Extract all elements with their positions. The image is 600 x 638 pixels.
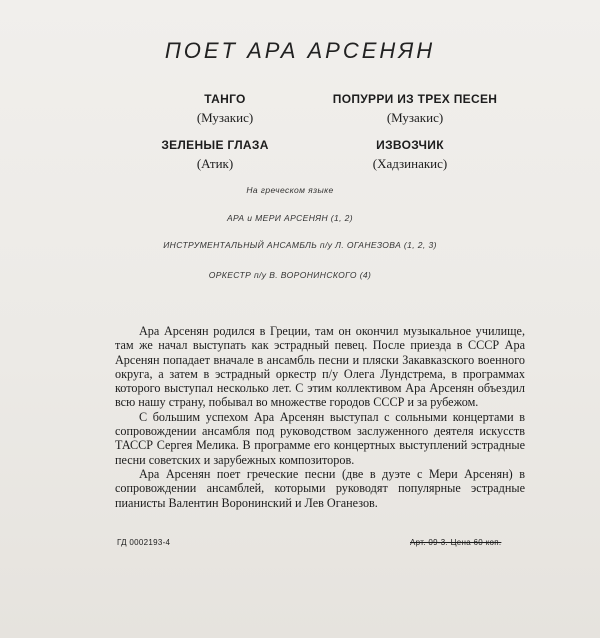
song-composer: (Хадзинакис) <box>372 156 448 171</box>
song-composer: (Музакис) <box>386 110 444 125</box>
biography-text <box>115 324 525 510</box>
price-label: Арт. 09-3. Цена 60 коп. <box>410 538 502 547</box>
bio-paragraph: Ара Арсенян поет греческие песни (две в дуэте с Мери Арсенян) в сопровождении ансамблей, которыми руководят популярные эстрадные пианисты Валентин Воронинский и Лев Оганезов. <box>115 466 525 510</box>
song-composer: (Атик) <box>196 156 234 171</box>
song-4 <box>345 138 475 172</box>
song-1 <box>155 92 295 126</box>
performer-credit: АРА и МЕРИ АРСЕНЯН (1, 2) <box>226 213 354 223</box>
performer-credit: ИНСТРУМЕНТАЛЬНЫЙ АНСАМБЛЬ п/у Л. ОГАНЕЗОВА (1, 2, 3) <box>163 240 437 250</box>
song-name: ИЗВОЗЧИК <box>376 138 444 152</box>
song-name: ЗЕЛЕНЫЕ ГЛАЗА <box>161 138 269 152</box>
bio-paragraph: Ара Арсенян родился в Греции, там он окончил музыкальное училище, там же начал выступать как эстрадный певец. После приезда в СССР Ара Арсенян попадает вначале в ансамбль песни и пляски Закавказского военного округа, а затем в эстрадный оркестр п/у Олега Лундстрема, в программах которого выступал несколько лет. С этим коллективом Ара Арсенян объездил всю нашу страну, побывал во множестве городов СССР и за рубежом. <box>115 324 525 410</box>
performer-credit: ОРКЕСТР п/у В. ВОРОНИНСКОГО (4) <box>208 270 372 280</box>
song-name: ТАНГО <box>204 92 246 106</box>
bio-paragraph: С большим успехом Ара Арсенян выступал с сольными концертами в сопровождении ансамбля под руководством заслуженного деятеля искусств ТАССР Сергея Мелика. В программе его концертных выступлений эстрадные песни советских и зарубежных композиторов. <box>115 409 525 467</box>
song-name: ПОПУРРИ ИЗ ТРЕХ ПЕСЕН <box>332 92 498 106</box>
catalog-number: ГД 0002193-4 <box>117 538 171 547</box>
song-composer: (Музакис) <box>196 110 254 125</box>
song-2 <box>320 92 510 126</box>
album-title: ПОЕТ АРА АРСЕНЯН <box>164 38 436 63</box>
song-3 <box>130 138 300 172</box>
language-note: На греческом языке <box>246 185 334 195</box>
